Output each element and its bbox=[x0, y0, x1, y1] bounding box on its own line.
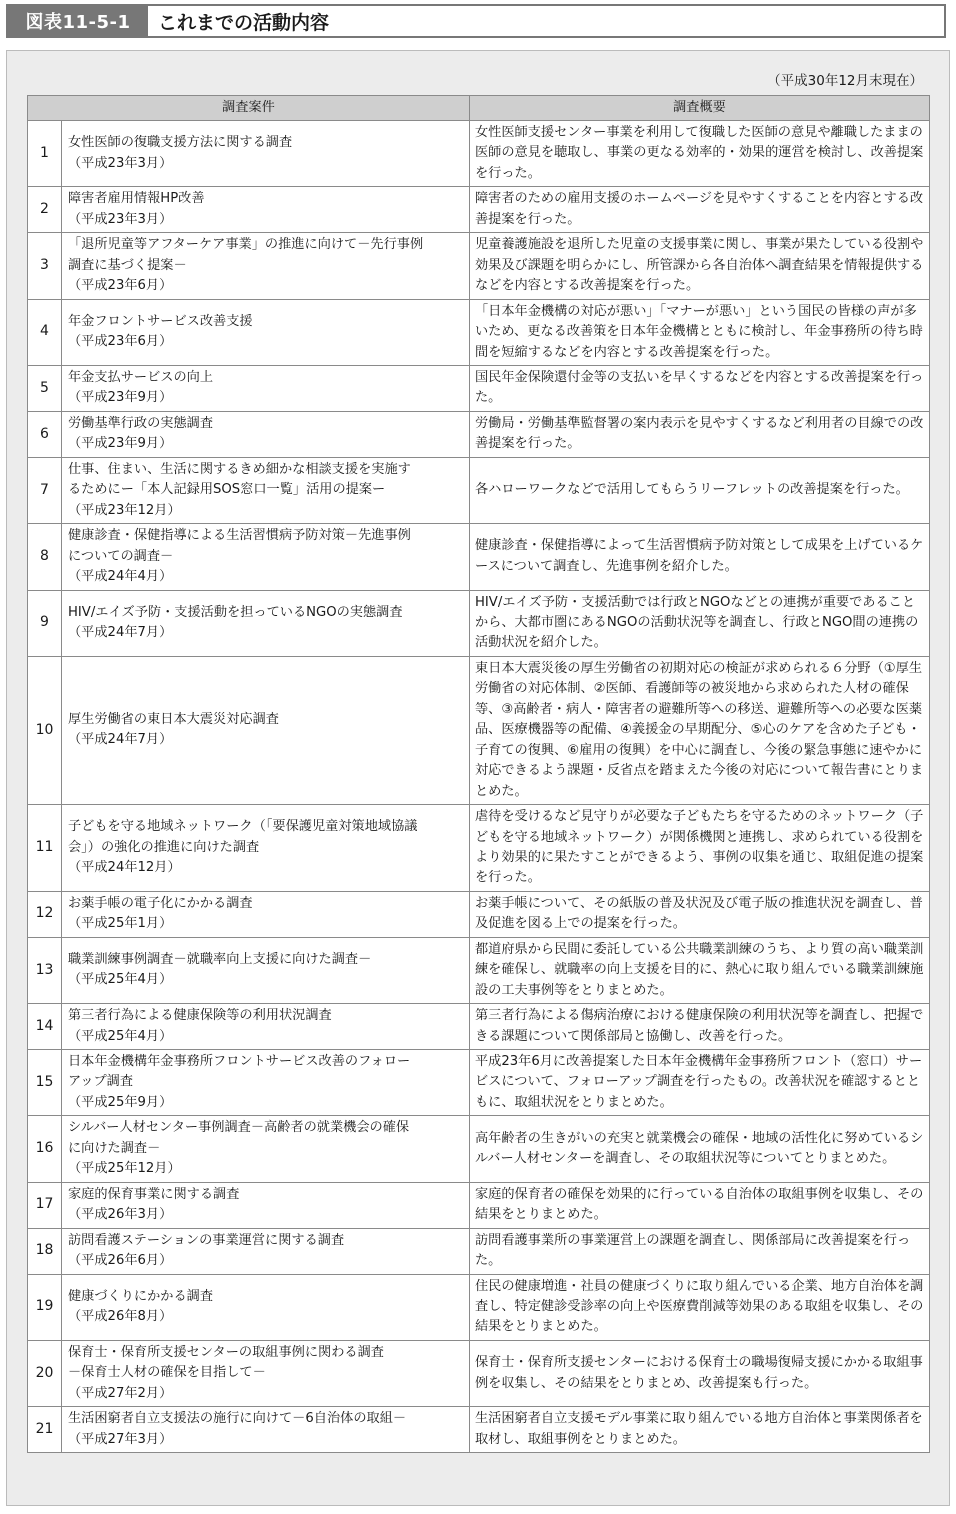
table-row bbox=[28, 457, 930, 523]
survey-summary-cell: 虐待を受けるなど見守りが必要な子どもたちを守るためのネットワーク（子どもを守る地域ネットワーク）が関係機関と連携し、求められている役割をより効果的に果たすことができるよう、事例の収集を通じ、取組促進の提案を行った。 bbox=[470, 805, 930, 892]
survey-title-line: るためにー「本人記録用SOS窓口一覧」活用の提案ー bbox=[68, 482, 386, 498]
survey-title-line: （平成26年6月） bbox=[68, 1253, 173, 1269]
content-panel bbox=[6, 50, 950, 1506]
survey-title-cell bbox=[62, 365, 470, 411]
row-number: 10 bbox=[28, 656, 62, 804]
survey-title-line: シルバー人材センター事例調査－高齢者の就業機会の確保 bbox=[68, 1120, 410, 1136]
activity-table bbox=[27, 95, 930, 1453]
survey-title-line: （平成26年8月） bbox=[68, 1309, 173, 1325]
survey-summary-cell: 国民年金保険還付金等の支払いを早くするなどを内容とする改善提案を行った。 bbox=[470, 365, 930, 411]
survey-title-line: 保育士・保育所支援センターの取組事例に関わる調査 bbox=[68, 1344, 384, 1360]
survey-summary-cell: 訪問看護事業所の事業運営上の課題を調査し、関係部局に改善提案を行った。 bbox=[470, 1228, 930, 1274]
table-row bbox=[28, 1050, 930, 1116]
survey-title-line: （平成25年4月） bbox=[68, 972, 173, 988]
survey-summary-cell: 家庭的保育者の確保を効果的に行っている自治体の取組事例を収集し、その結果をとりまとめた。 bbox=[470, 1182, 930, 1228]
table-row bbox=[28, 1116, 930, 1182]
survey-title-cell bbox=[62, 891, 470, 937]
figure-header bbox=[6, 4, 946, 38]
survey-title-line: （平成24年7月） bbox=[68, 625, 173, 641]
survey-summary-cell: 平成23年6月に改善提案した日本年金機構年金事務所フロント（窓口）サービスについて、フォローアップ調査を行ったもの。改善状況を確認するとともに、取組状況をとりまとめた。 bbox=[470, 1050, 930, 1116]
row-number: 19 bbox=[28, 1274, 62, 1340]
row-number: 16 bbox=[28, 1116, 62, 1182]
survey-summary-cell: 健康診査・保健指導によって生活習慣病予防対策として成果を上げているケースについて調査し、先進事例を紹介した。 bbox=[470, 524, 930, 590]
survey-title-line: 健康診査・保健指導による生活習慣病予防対策－先進事例 bbox=[68, 528, 411, 544]
table-row bbox=[28, 187, 930, 233]
survey-title-line: についての調査－ bbox=[68, 548, 174, 564]
survey-title-line: HIV/エイズ予防・支援活動を担っているNGOの実態調査 bbox=[68, 604, 403, 620]
survey-title-line: 家庭的保育事業に関する調査 bbox=[68, 1186, 240, 1202]
survey-title-line: 会」）の強化の推進に向けた調査 bbox=[68, 839, 260, 855]
row-number: 6 bbox=[28, 411, 62, 457]
survey-title-line: （平成23年9月） bbox=[68, 436, 173, 452]
table-row bbox=[28, 1004, 930, 1050]
table-row bbox=[28, 1274, 930, 1340]
row-number: 11 bbox=[28, 805, 62, 892]
survey-title-line: （平成23年12月） bbox=[68, 502, 181, 518]
survey-summary-cell: 女性医師支援センター事業を利用して復職した医師の意見や離職したままの医師の意見を聴取し、事業の更なる効率的・効果的運営を検討し、改善提案を行った。 bbox=[470, 121, 930, 187]
survey-title-line: 健康づくりにかかる調査 bbox=[68, 1288, 214, 1304]
survey-title-cell bbox=[62, 590, 470, 656]
survey-summary-cell: お薬手帳について、その紙版の普及状況及び電子版の推進状況を調査し、普及促進を図る上での提案を行った。 bbox=[470, 891, 930, 937]
survey-title-cell bbox=[62, 457, 470, 523]
row-number: 15 bbox=[28, 1050, 62, 1116]
row-number: 3 bbox=[28, 233, 62, 299]
survey-title-line: （平成23年9月） bbox=[68, 390, 173, 406]
survey-title-line: 「退所児童等アフターケア事業」の推進に向けて－先行事例 bbox=[68, 237, 424, 253]
survey-title-cell bbox=[62, 1407, 470, 1453]
survey-summary-cell: 「日本年金機構の対応が悪い」「マナーが悪い」という国民の皆様の声が多いため、更なる改善策を日本年金機構とともに検討し、年金事務所の待ち時間を短縮するなどを内容とする改善提案を行った。 bbox=[470, 299, 930, 365]
survey-title-line: （平成23年3月） bbox=[68, 211, 173, 227]
survey-title-line: 子どもを守る地域ネットワーク（「要保護児童対策地域協議 bbox=[68, 819, 418, 835]
table-row bbox=[28, 365, 930, 411]
survey-title-cell bbox=[62, 1340, 470, 1406]
row-number: 7 bbox=[28, 457, 62, 523]
survey-title-cell bbox=[62, 805, 470, 892]
survey-summary-cell: 第三者行為による傷病治療における健康保険の利用状況等を調査し、把握できる課題について関係部局と協働し、改善を行った。 bbox=[470, 1004, 930, 1050]
column-header-survey: 調査案件 bbox=[28, 96, 470, 121]
survey-title-line: 労働基準行政の実態調査 bbox=[68, 415, 214, 431]
survey-title-line: 第三者行為による健康保険等の利用状況調査 bbox=[68, 1008, 332, 1024]
survey-summary-cell: 住民の健康増進・社員の健康づくりに取り組んでいる企業、地方自治体を調査し、特定健診受診率の向上や医療費削減等効果のある取組を収集し、その結果をとりまとめた。 bbox=[470, 1274, 930, 1340]
table-row bbox=[28, 411, 930, 457]
survey-title-cell bbox=[62, 187, 470, 233]
survey-title-line: （平成26年3月） bbox=[68, 1207, 173, 1223]
survey-title-line: （平成25年4月） bbox=[68, 1028, 173, 1044]
survey-title-cell bbox=[62, 411, 470, 457]
survey-title-line: アップ調査 bbox=[68, 1074, 134, 1090]
survey-title-cell bbox=[62, 656, 470, 804]
survey-summary-cell: 高年齢者の生きがいの充実と就業機会の確保・地域の活性化に努めているシルバー人材センターを調査し、その取組状況等についてとりまとめた。 bbox=[470, 1116, 930, 1182]
survey-title-line: （平成27年2月） bbox=[68, 1385, 173, 1401]
row-number: 18 bbox=[28, 1228, 62, 1274]
table-row bbox=[28, 590, 930, 656]
survey-title-line: （平成25年12月） bbox=[68, 1161, 181, 1177]
table-header-row bbox=[28, 96, 930, 121]
row-number: 4 bbox=[28, 299, 62, 365]
survey-title-cell bbox=[62, 937, 470, 1003]
table-row bbox=[28, 1407, 930, 1453]
survey-title-cell bbox=[62, 1228, 470, 1274]
survey-title-line: 障害者雇用情報HP改善 bbox=[68, 191, 205, 207]
table-row bbox=[28, 937, 930, 1003]
table-row bbox=[28, 233, 930, 299]
row-number: 14 bbox=[28, 1004, 62, 1050]
survey-title-line: 年金支払サービスの向上 bbox=[68, 369, 214, 385]
table-row bbox=[28, 121, 930, 187]
survey-title-line: お薬手帳の電子化にかかる調査 bbox=[68, 895, 253, 911]
row-number: 12 bbox=[28, 891, 62, 937]
row-number: 1 bbox=[28, 121, 62, 187]
row-number: 20 bbox=[28, 1340, 62, 1406]
table-row bbox=[28, 891, 930, 937]
survey-title-line: 厚生労働省の東日本大震災対応調査 bbox=[68, 712, 279, 727]
survey-title-cell bbox=[62, 1274, 470, 1340]
survey-title-cell bbox=[62, 524, 470, 590]
figure-title: これまでの活動内容 bbox=[158, 11, 330, 34]
survey-title-line: 女性医師の復職支援方法に関する調査 bbox=[68, 135, 293, 151]
row-number: 9 bbox=[28, 590, 62, 656]
table-row bbox=[28, 524, 930, 590]
column-header-summary: 調査概要 bbox=[470, 96, 930, 121]
survey-title-line: 生活困窮者自立支援法の施行に向けて－6自治体の取組－ bbox=[68, 1411, 407, 1427]
row-number: 21 bbox=[28, 1407, 62, 1453]
survey-title-cell bbox=[62, 1116, 470, 1182]
table-row bbox=[28, 1340, 930, 1406]
survey-title-line: （平成23年6月） bbox=[68, 278, 173, 294]
survey-title-line: （平成24年4月） bbox=[68, 569, 173, 585]
survey-summary-cell: 都道府県から民間に委託している公共職業訓練のうち、より質の高い職業訓練を確保し、就職率の向上支援を目的に、熱心に取り組んでいる職業訓練施設の工夫事例等をとりまとめた。 bbox=[470, 937, 930, 1003]
survey-summary-cell: HIV/エイズ予防・支援活動では行政とNGOなどとの連携が重要であることから、大都市圏にあるNGOの活動状況等を調査し、行政とNGO間の連携の活動状況を紹介した。 bbox=[470, 590, 930, 656]
survey-title-line: （平成24年12月） bbox=[68, 860, 181, 876]
survey-title-cell bbox=[62, 121, 470, 187]
table-row bbox=[28, 1228, 930, 1274]
figure-number: 図表11-5-1 bbox=[8, 6, 148, 36]
row-number: 5 bbox=[28, 365, 62, 411]
survey-title-line: 年金フロントサービス改善支援 bbox=[68, 313, 253, 329]
survey-title-line: 日本年金機構年金事務所フロントサービス改善のフォロー bbox=[68, 1054, 411, 1070]
survey-title-cell bbox=[62, 233, 470, 299]
survey-title-line: 仕事、住まい、生活に関するきめ細かな相談支援を実施す bbox=[68, 461, 411, 477]
survey-summary-cell: 労働局・労働基準監督署の案内表示を見やすくするなど利用者の目線での改善提案を行った。 bbox=[470, 411, 930, 457]
survey-title-line: に向けた調査－ bbox=[68, 1140, 161, 1156]
survey-title-line: （平成23年6月） bbox=[68, 334, 173, 350]
survey-title-line: （平成25年9月） bbox=[68, 1094, 173, 1110]
survey-title-line: （平成25年1月） bbox=[68, 916, 173, 932]
row-number: 17 bbox=[28, 1182, 62, 1228]
table-row bbox=[28, 656, 930, 804]
survey-title-line: （平成23年3月） bbox=[68, 155, 173, 171]
table-row bbox=[28, 805, 930, 892]
row-number: 2 bbox=[28, 187, 62, 233]
survey-title-line: （平成24年7月） bbox=[68, 732, 173, 748]
table-row bbox=[28, 299, 930, 365]
survey-title-cell bbox=[62, 299, 470, 365]
survey-title-line: 調査に基づく提案－ bbox=[68, 257, 187, 273]
survey-title-line: 訪問看護ステーションの事業運営に関する調査 bbox=[68, 1232, 345, 1248]
survey-title-line: （平成27年3月） bbox=[68, 1431, 173, 1447]
survey-summary-cell: 保育士・保育所支援センターにおける保育士の職場復帰支援にかかる取組事例を収集し、その結果をとりまとめ、改善提案も行った。 bbox=[470, 1340, 930, 1406]
row-number: 13 bbox=[28, 937, 62, 1003]
survey-title-line: 職業訓練事例調査－就職率向上支援に向けた調査－ bbox=[68, 951, 372, 967]
survey-title-cell bbox=[62, 1004, 470, 1050]
survey-summary-cell: 生活困窮者自立支援モデル事業に取り組んでいる地方自治体と事業関係者を取材し、取組事例をとりまとめた。 bbox=[470, 1407, 930, 1453]
table-row bbox=[28, 1182, 930, 1228]
survey-title-cell bbox=[62, 1182, 470, 1228]
survey-summary-cell: 障害者のための雇用支援のホームページを見やすくすることを内容とする改善提案を行った。 bbox=[470, 187, 930, 233]
survey-summary-cell: 東日本大震災後の厚生労働省の初期対応の検証が求められる６分野（①厚生労働省の対応体制、②医師、看護師等の被災地から求められた人材の確保等、③高齢者・病人・障害者の避難所等への移送、避難所等への必要な医薬品、医療機器等の配備、④義援金の早期配分、⑤心のケアを含めた子ども・子育ての復興、⑥雇用の復興）を中心に調査し、今後の緊急事態に速やかに対応できるよう課題・反省点を踏まえた今後の対応について報告書にとりまとめた。 bbox=[470, 656, 930, 804]
as-of-note: （平成30年12月末現在） bbox=[767, 73, 923, 89]
survey-title-line: －保育士人材の確保を目指して－ bbox=[68, 1365, 266, 1381]
survey-title-cell bbox=[62, 1050, 470, 1116]
survey-summary-cell: 各ハローワークなどで活用してもらうリーフレットの改善提案を行った。 bbox=[470, 457, 930, 523]
row-number: 8 bbox=[28, 524, 62, 590]
survey-summary-cell: 児童養護施設を退所した児童の支援事業に関し、事業が果たしている役割や効果及び課題を明らかにし、所管課から各自治体へ調査結果を情報提供するなどを内容とする改善提案を行った。 bbox=[470, 233, 930, 299]
